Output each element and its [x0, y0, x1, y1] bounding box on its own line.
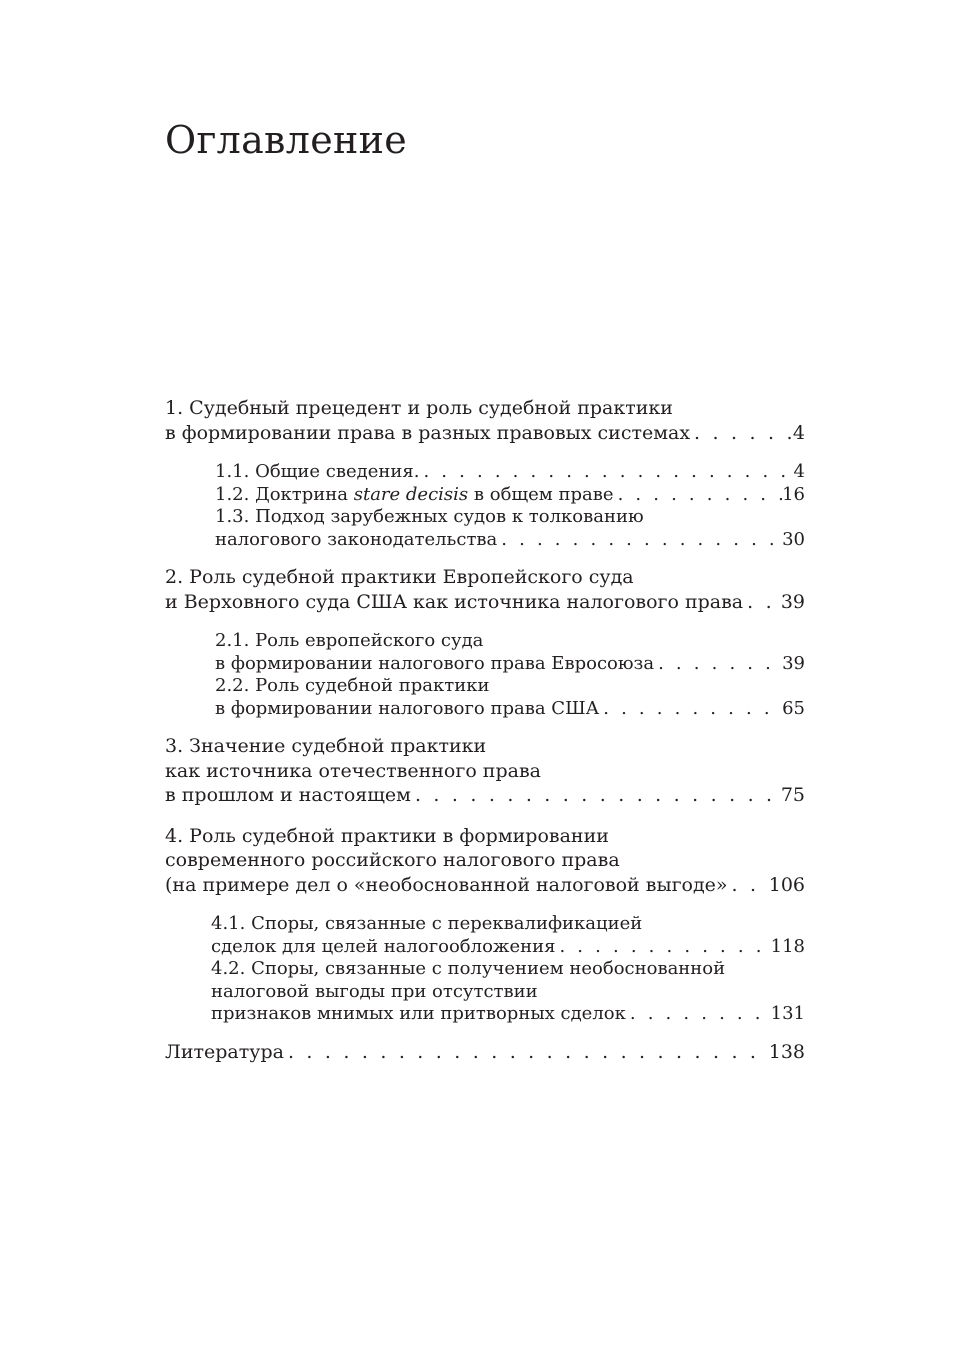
toc-line-last	[215, 529, 805, 552]
toc-line: 4. Роль судебной практики в формировании	[165, 824, 609, 847]
toc-text: в прошлом и настоящем	[165, 784, 411, 806]
dot-leader	[743, 590, 781, 615]
dot-leader	[419, 461, 793, 484]
toc-text: в формировании права в разных правовых системах	[165, 421, 691, 444]
toc-chapter-3[interactable]	[165, 734, 805, 808]
toc-line-last	[211, 1003, 805, 1026]
toc-line-last	[165, 873, 805, 898]
toc-text: и Верховного суда США как источника налогового права	[165, 590, 744, 613]
toc-text-pre: 1.2. Доктрина	[215, 483, 354, 505]
toc-text: Литература	[165, 1040, 284, 1063]
toc-subsection-4-1[interactable]	[211, 913, 805, 958]
dot-leader	[614, 484, 783, 507]
toc-text: сделок для целей налогообложения	[211, 935, 556, 957]
page-number: 4	[792, 421, 805, 444]
toc-line-last	[211, 936, 805, 959]
toc-literature[interactable]	[165, 1040, 805, 1065]
toc-line: как источника отечественного права	[165, 759, 541, 782]
page-number: 4	[793, 461, 805, 482]
toc-subsection-4-2[interactable]	[211, 958, 805, 1026]
toc-line: 1. Судебный прецедент и роль судебной практики	[165, 397, 673, 419]
toc-subsection-1-2[interactable]	[215, 484, 805, 507]
toc-chapter-1[interactable]	[165, 396, 805, 445]
toc-text: 1.1. Общие сведения.	[215, 461, 420, 482]
toc-line-last	[165, 1040, 805, 1065]
page-number: 138	[768, 1040, 805, 1063]
table-of-contents	[165, 396, 805, 1080]
toc-text: в формировании налогового права Евросоюза	[215, 652, 655, 674]
dot-leader	[555, 936, 770, 959]
dot-leader	[728, 873, 769, 898]
toc-subsection-group-2	[215, 630, 805, 720]
page-number: 65	[782, 697, 805, 719]
dot-leader	[284, 1040, 769, 1065]
dot-leader	[626, 1003, 771, 1026]
toc-line: 1.3. Подход зарубежных судов к толкованию	[215, 506, 644, 527]
page-number: 39	[782, 652, 805, 674]
page-number: 131	[770, 1003, 805, 1024]
toc-chapter-2[interactable]	[165, 565, 805, 614]
toc-text-post: в общем праве	[468, 483, 614, 505]
toc-line: современного российского налогового права	[165, 849, 620, 871]
toc-line-last	[165, 590, 805, 615]
toc-subsection-2-2[interactable]	[215, 675, 805, 720]
toc-line-last	[215, 461, 805, 484]
page-number: 106	[768, 873, 805, 896]
toc-subsection-group-4	[211, 913, 805, 1026]
toc-line: налоговой выгоды при отсутствии	[211, 980, 538, 1002]
page-title: Оглавление	[165, 118, 408, 162]
toc-subsection-group-1	[215, 461, 805, 551]
toc-subsection-1-1[interactable]	[215, 461, 805, 484]
toc-text-italic: stare decisis	[353, 483, 469, 505]
toc-subsection-1-3[interactable]	[215, 506, 805, 551]
page-number: 30	[782, 528, 805, 550]
toc-line: 4.2. Споры, связанные с получением необоснованной	[211, 958, 726, 979]
toc-subsection-2-1[interactable]	[215, 630, 805, 675]
page-number: 16	[782, 483, 805, 505]
toc-line-last	[165, 421, 805, 446]
dot-leader	[497, 529, 782, 552]
toc-line: 3. Значение судебной практики	[165, 735, 487, 757]
toc-line: 2.2. Роль судебной практики	[215, 675, 490, 696]
toc-text: в формировании налогового права США	[215, 697, 600, 719]
dot-leader	[654, 653, 782, 676]
page-number: 75	[780, 784, 805, 806]
toc-line-last	[215, 653, 805, 676]
toc-text: налогового законодательства	[215, 528, 498, 550]
toc-line-last	[165, 783, 805, 808]
toc-chapter-4[interactable]	[165, 824, 805, 898]
toc-line-last	[215, 484, 805, 507]
toc-text: (на примере дел о «необоснованной налоговой выгоде»	[165, 873, 728, 896]
dot-leader	[411, 783, 781, 808]
dot-leader	[599, 698, 782, 721]
dot-leader	[690, 421, 793, 446]
toc-line: 2.1. Роль европейского суда	[215, 630, 484, 651]
toc-text	[215, 484, 614, 507]
toc-line-last	[215, 698, 805, 721]
page-number: 39	[780, 590, 805, 613]
toc-line: 4.1. Споры, связанные с переквалификацией	[211, 913, 643, 934]
page-number: 118	[770, 935, 805, 957]
toc-text: признаков мнимых или притворных сделок	[211, 1003, 626, 1024]
toc-line: 2. Роль судебной практики Европейского суда	[165, 566, 634, 588]
